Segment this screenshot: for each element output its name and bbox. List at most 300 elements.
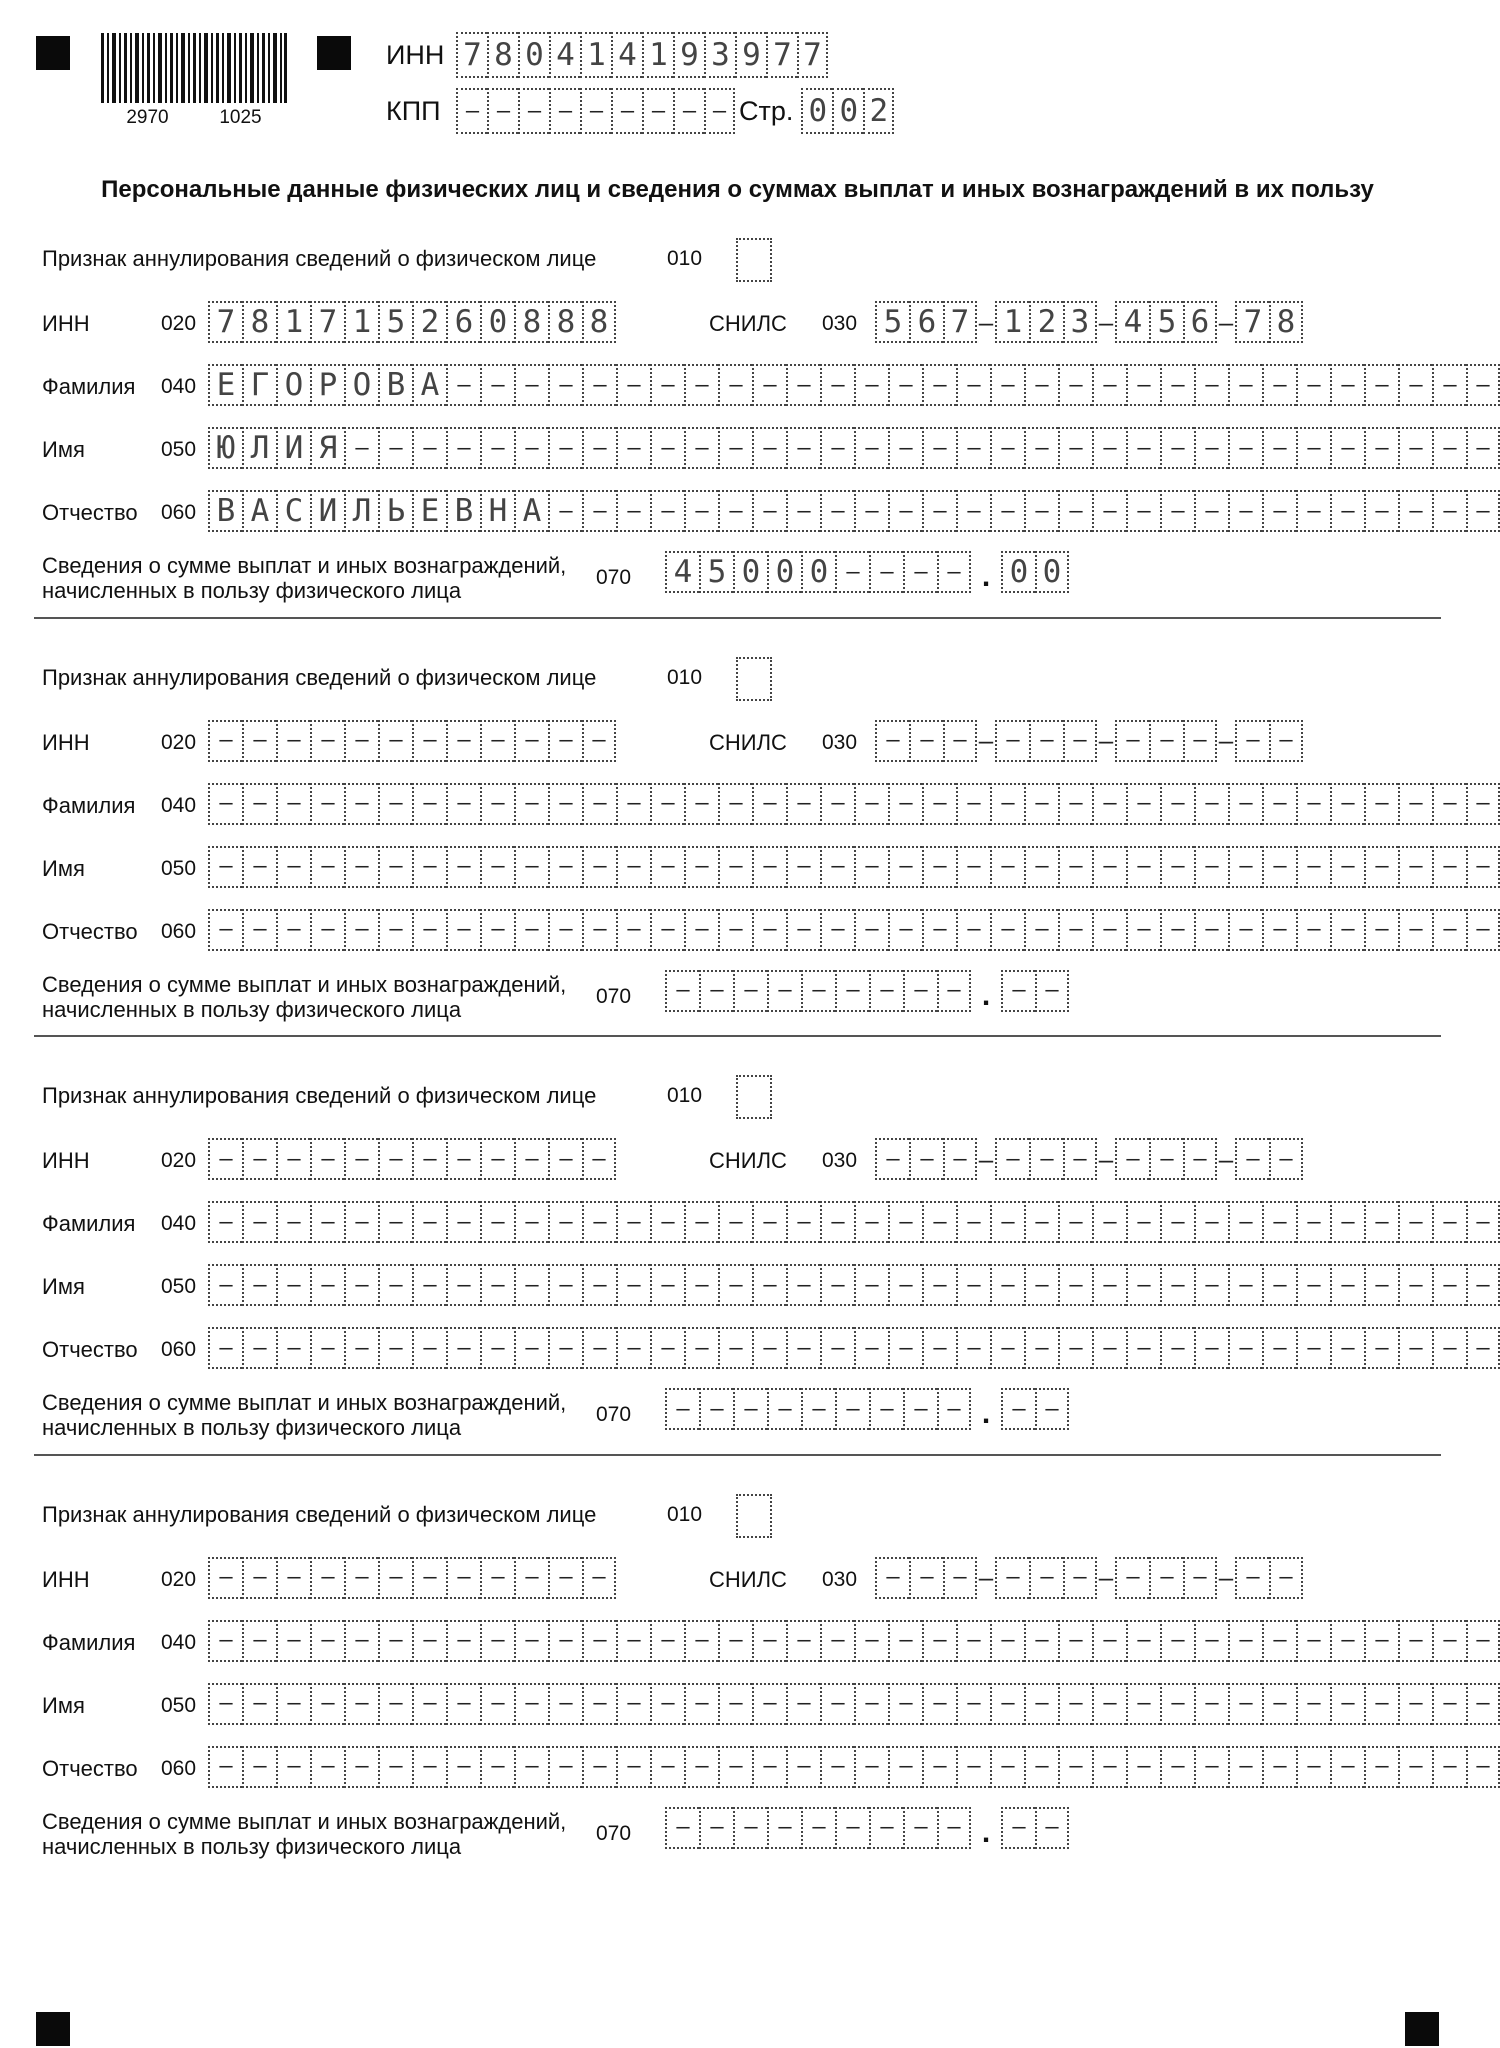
patronymic-char-cell[interactable]: –: [1228, 490, 1262, 532]
name-char-cell[interactable]: –: [582, 427, 616, 469]
patronymic-char-cell[interactable]: –: [582, 1746, 616, 1788]
amount-char-cell[interactable]: –: [665, 970, 699, 1012]
patronymic-char-cell[interactable]: –: [650, 1746, 684, 1788]
name-char-cell[interactable]: –: [1024, 1264, 1058, 1306]
surname-char-cell[interactable]: –: [1058, 783, 1092, 825]
surname-char-cell[interactable]: –: [718, 783, 752, 825]
inn-char-cell[interactable]: –: [582, 1557, 616, 1599]
amount-char-cell[interactable]: 4: [665, 551, 699, 593]
surname-char-cell[interactable]: –: [446, 364, 480, 406]
name-char-cell[interactable]: –: [1432, 1683, 1466, 1725]
surname-field[interactable]: [208, 783, 1500, 825]
snils-char-cell[interactable]: 5: [875, 301, 909, 343]
patronymic-char-cell[interactable]: –: [786, 1327, 820, 1369]
patronymic-char-cell[interactable]: –: [412, 1327, 446, 1369]
surname-char-cell[interactable]: –: [684, 1620, 718, 1662]
surname-char-cell[interactable]: –: [820, 783, 854, 825]
surname-char-cell[interactable]: О: [344, 364, 378, 406]
inn-char-cell[interactable]: –: [582, 720, 616, 762]
name-char-cell[interactable]: –: [208, 1683, 242, 1725]
surname-char-cell[interactable]: –: [650, 1620, 684, 1662]
snils-char-cell[interactable]: –: [1183, 720, 1217, 762]
snils-char-cell[interactable]: –: [1235, 720, 1269, 762]
inn-char-cell[interactable]: 1: [344, 301, 378, 343]
surname-char-cell[interactable]: –: [1466, 1201, 1500, 1243]
patronymic-char-cell[interactable]: –: [1466, 909, 1500, 951]
inn-field[interactable]: [208, 1557, 616, 1599]
snils-char-cell[interactable]: –: [943, 1138, 977, 1180]
surname-char-cell[interactable]: –: [1228, 1620, 1262, 1662]
patronymic-char-cell[interactable]: –: [820, 1746, 854, 1788]
char-cell[interactable]: 0: [832, 88, 863, 134]
patronymic-char-cell[interactable]: –: [1296, 1327, 1330, 1369]
surname-char-cell[interactable]: –: [956, 1201, 990, 1243]
patronymic-char-cell[interactable]: –: [1228, 909, 1262, 951]
surname-char-cell[interactable]: Р: [310, 364, 344, 406]
surname-char-cell[interactable]: –: [752, 1201, 786, 1243]
name-char-cell[interactable]: –: [650, 1264, 684, 1306]
name-char-cell[interactable]: –: [1160, 427, 1194, 469]
annul-checkbox[interactable]: [736, 657, 772, 701]
inn-char-cell[interactable]: –: [514, 1138, 548, 1180]
amount-char-cell[interactable]: –: [937, 1388, 971, 1430]
patronymic-char-cell[interactable]: –: [1262, 490, 1296, 532]
char-cell[interactable]: 3: [704, 32, 735, 78]
amount-field[interactable]: [665, 550, 1069, 594]
amount-char-cell[interactable]: –: [699, 1388, 733, 1430]
snils-group[interactable]: [1115, 1138, 1217, 1180]
surname-char-cell[interactable]: –: [548, 1201, 582, 1243]
amount-char-cell[interactable]: –: [869, 970, 903, 1012]
surname-char-cell[interactable]: –: [650, 364, 684, 406]
surname-char-cell[interactable]: –: [480, 783, 514, 825]
surname-char-cell[interactable]: –: [242, 1201, 276, 1243]
inn-char-cell[interactable]: –: [276, 1138, 310, 1180]
surname-char-cell[interactable]: –: [684, 1201, 718, 1243]
patronymic-char-cell[interactable]: –: [1126, 1327, 1160, 1369]
amount-char-cell[interactable]: –: [869, 1388, 903, 1430]
patronymic-char-cell[interactable]: –: [1160, 909, 1194, 951]
amount-char-cell[interactable]: –: [767, 1388, 801, 1430]
surname-char-cell[interactable]: Г: [242, 364, 276, 406]
inn-char-cell[interactable]: –: [378, 1138, 412, 1180]
patronymic-char-cell[interactable]: –: [1092, 909, 1126, 951]
patronymic-char-cell[interactable]: –: [1398, 1746, 1432, 1788]
name-char-cell[interactable]: –: [1296, 1264, 1330, 1306]
surname-char-cell[interactable]: А: [412, 364, 446, 406]
snils-char-cell[interactable]: 6: [1183, 301, 1217, 343]
patronymic-char-cell[interactable]: –: [208, 1746, 242, 1788]
char-cell[interactable]: 2: [863, 88, 894, 134]
amount-char-cell[interactable]: –: [903, 551, 937, 593]
patronymic-char-cell[interactable]: –: [310, 1327, 344, 1369]
name-char-cell[interactable]: –: [514, 427, 548, 469]
patronymic-char-cell[interactable]: –: [616, 490, 650, 532]
inn-char-cell[interactable]: 5: [378, 301, 412, 343]
amount-integer-cells[interactable]: [665, 551, 971, 593]
name-char-cell[interactable]: –: [1432, 427, 1466, 469]
name-char-cell[interactable]: –: [480, 846, 514, 888]
surname-char-cell[interactable]: –: [854, 364, 888, 406]
surname-char-cell[interactable]: –: [446, 1620, 480, 1662]
surname-char-cell[interactable]: –: [616, 1201, 650, 1243]
surname-char-cell[interactable]: –: [1126, 783, 1160, 825]
surname-char-cell[interactable]: –: [1432, 1620, 1466, 1662]
amount-char-cell[interactable]: –: [869, 551, 903, 593]
amount-field[interactable]: [665, 1806, 1069, 1850]
name-char-cell[interactable]: –: [718, 1264, 752, 1306]
surname-char-cell[interactable]: О: [276, 364, 310, 406]
inn-char-cell[interactable]: –: [480, 1557, 514, 1599]
patronymic-char-cell[interactable]: –: [1364, 909, 1398, 951]
patronymic-char-cell[interactable]: –: [1330, 909, 1364, 951]
patronymic-char-cell[interactable]: –: [1262, 1746, 1296, 1788]
patronymic-char-cell[interactable]: –: [956, 909, 990, 951]
name-char-cell[interactable]: –: [1330, 427, 1364, 469]
name-char-cell[interactable]: –: [888, 427, 922, 469]
snils-group[interactable]: [1235, 720, 1303, 762]
inn-char-cell[interactable]: 1: [276, 301, 310, 343]
patronymic-char-cell[interactable]: –: [1364, 1746, 1398, 1788]
name-char-cell[interactable]: –: [922, 1264, 956, 1306]
char-cell[interactable]: –: [487, 88, 518, 134]
patronymic-char-cell[interactable]: –: [344, 1327, 378, 1369]
snils-char-cell[interactable]: –: [1115, 720, 1149, 762]
name-char-cell[interactable]: –: [242, 846, 276, 888]
amount-char-cell[interactable]: –: [699, 970, 733, 1012]
inn-cells[interactable]: [208, 1138, 616, 1180]
surname-char-cell[interactable]: –: [1194, 1620, 1228, 1662]
patronymic-char-cell[interactable]: –: [1228, 1327, 1262, 1369]
inn-char-cell[interactable]: 7: [310, 301, 344, 343]
surname-char-cell[interactable]: –: [1194, 783, 1228, 825]
inn-char-cell[interactable]: 8: [548, 301, 582, 343]
name-cells[interactable]: [208, 427, 1500, 469]
patronymic-char-cell[interactable]: –: [1024, 1327, 1058, 1369]
name-char-cell[interactable]: –: [412, 1683, 446, 1725]
name-char-cell[interactable]: –: [208, 846, 242, 888]
patronymic-char-cell[interactable]: –: [548, 909, 582, 951]
char-cell[interactable]: 0: [801, 88, 832, 134]
name-char-cell[interactable]: –: [548, 1683, 582, 1725]
name-char-cell[interactable]: –: [242, 1683, 276, 1725]
name-char-cell[interactable]: –: [1092, 1683, 1126, 1725]
patronymic-char-cell[interactable]: –: [888, 1746, 922, 1788]
name-char-cell[interactable]: –: [786, 1683, 820, 1725]
surname-char-cell[interactable]: –: [1432, 1201, 1466, 1243]
surname-char-cell[interactable]: –: [1126, 1201, 1160, 1243]
surname-char-cell[interactable]: –: [820, 1201, 854, 1243]
patronymic-char-cell[interactable]: –: [1296, 1746, 1330, 1788]
amount-char-cell[interactable]: –: [767, 970, 801, 1012]
surname-char-cell[interactable]: –: [1160, 364, 1194, 406]
snils-group[interactable]: [1235, 1557, 1303, 1599]
surname-char-cell[interactable]: –: [786, 1620, 820, 1662]
surname-char-cell[interactable]: –: [1228, 1201, 1262, 1243]
surname-cells[interactable]: [208, 783, 1500, 825]
inn-char-cell[interactable]: –: [480, 1138, 514, 1180]
surname-char-cell[interactable]: –: [922, 783, 956, 825]
surname-char-cell[interactable]: –: [820, 1620, 854, 1662]
surname-char-cell[interactable]: –: [378, 1201, 412, 1243]
name-char-cell[interactable]: –: [548, 846, 582, 888]
patronymic-char-cell[interactable]: –: [1058, 1746, 1092, 1788]
surname-char-cell[interactable]: –: [718, 364, 752, 406]
surname-char-cell[interactable]: –: [1024, 1201, 1058, 1243]
name-char-cell[interactable]: –: [718, 427, 752, 469]
patronymic-char-cell[interactable]: С: [276, 490, 310, 532]
inn-char-cell[interactable]: –: [378, 720, 412, 762]
inn-char-cell[interactable]: 2: [412, 301, 446, 343]
name-char-cell[interactable]: –: [1398, 846, 1432, 888]
name-char-cell[interactable]: –: [480, 1683, 514, 1725]
amount-char-cell[interactable]: 0: [733, 551, 767, 593]
surname-char-cell[interactable]: –: [446, 1201, 480, 1243]
patronymic-char-cell[interactable]: –: [1160, 1746, 1194, 1788]
name-field[interactable]: [208, 1264, 1500, 1306]
surname-char-cell[interactable]: –: [1296, 364, 1330, 406]
patronymic-char-cell[interactable]: –: [956, 490, 990, 532]
surname-char-cell[interactable]: –: [242, 783, 276, 825]
amount-char-cell[interactable]: –: [937, 551, 971, 593]
patronymic-char-cell[interactable]: –: [1160, 490, 1194, 532]
char-cell[interactable]: 9: [673, 32, 704, 78]
name-char-cell[interactable]: –: [1160, 1264, 1194, 1306]
patronymic-char-cell[interactable]: –: [1432, 909, 1466, 951]
char-cell[interactable]: 7: [456, 32, 487, 78]
name-field[interactable]: [208, 1683, 1500, 1725]
snils-char-cell[interactable]: –: [875, 1557, 909, 1599]
surname-char-cell[interactable]: –: [854, 783, 888, 825]
patronymic-char-cell[interactable]: –: [276, 1746, 310, 1788]
snils-char-cell[interactable]: –: [995, 720, 1029, 762]
name-char-cell[interactable]: –: [1364, 427, 1398, 469]
name-char-cell[interactable]: –: [854, 427, 888, 469]
patronymic-char-cell[interactable]: –: [684, 490, 718, 532]
patronymic-char-cell[interactable]: –: [1262, 1327, 1296, 1369]
inn-cells[interactable]: [208, 301, 616, 343]
patronymic-char-cell[interactable]: –: [1466, 1746, 1500, 1788]
surname-char-cell[interactable]: –: [1092, 1201, 1126, 1243]
patronymic-char-cell[interactable]: –: [854, 490, 888, 532]
snils-group[interactable]: [1115, 1557, 1217, 1599]
patronymic-char-cell[interactable]: –: [854, 1746, 888, 1788]
inn-char-cell[interactable]: –: [548, 1557, 582, 1599]
name-char-cell[interactable]: –: [1160, 1683, 1194, 1725]
patronymic-char-cell[interactable]: –: [786, 909, 820, 951]
inn-char-cell[interactable]: –: [208, 1557, 242, 1599]
surname-char-cell[interactable]: –: [582, 783, 616, 825]
inn-char-cell[interactable]: –: [514, 720, 548, 762]
amount-char-cell[interactable]: 5: [699, 551, 733, 593]
patronymic-char-cell[interactable]: В: [208, 490, 242, 532]
amount-char-cell[interactable]: –: [835, 1388, 869, 1430]
name-char-cell[interactable]: –: [446, 1264, 480, 1306]
snils-char-cell[interactable]: –: [1269, 1557, 1303, 1599]
patronymic-char-cell[interactable]: –: [820, 490, 854, 532]
patronymic-char-cell[interactable]: –: [548, 490, 582, 532]
patronymic-char-cell[interactable]: –: [718, 909, 752, 951]
patronymic-char-cell[interactable]: –: [922, 490, 956, 532]
surname-char-cell[interactable]: –: [616, 364, 650, 406]
name-char-cell[interactable]: –: [1058, 1683, 1092, 1725]
patronymic-char-cell[interactable]: –: [582, 909, 616, 951]
surname-char-cell[interactable]: –: [1296, 783, 1330, 825]
name-char-cell[interactable]: –: [1058, 1264, 1092, 1306]
patronymic-char-cell[interactable]: –: [514, 1746, 548, 1788]
patronymic-char-cell[interactable]: –: [480, 909, 514, 951]
name-char-cell[interactable]: –: [990, 1683, 1024, 1725]
surname-char-cell[interactable]: –: [956, 1620, 990, 1662]
patronymic-char-cell[interactable]: –: [1092, 490, 1126, 532]
patronymic-char-cell[interactable]: –: [684, 1746, 718, 1788]
name-char-cell[interactable]: –: [1194, 1683, 1228, 1725]
amount-char-cell[interactable]: –: [1035, 970, 1069, 1012]
amount-field[interactable]: [665, 969, 1069, 1013]
amount-char-cell[interactable]: –: [733, 1807, 767, 1849]
patronymic-char-cell[interactable]: –: [990, 490, 1024, 532]
patronymic-char-cell[interactable]: –: [1194, 490, 1228, 532]
amount-char-cell[interactable]: –: [699, 1807, 733, 1849]
patronymic-char-cell[interactable]: –: [344, 909, 378, 951]
patronymic-char-cell[interactable]: –: [922, 1327, 956, 1369]
name-char-cell[interactable]: И: [276, 427, 310, 469]
surname-char-cell[interactable]: –: [1262, 1620, 1296, 1662]
name-char-cell[interactable]: –: [820, 846, 854, 888]
inn-field[interactable]: [208, 1138, 616, 1180]
surname-char-cell[interactable]: –: [888, 783, 922, 825]
patronymic-char-cell[interactable]: –: [1364, 1327, 1398, 1369]
name-char-cell[interactable]: –: [548, 1264, 582, 1306]
snils-char-cell[interactable]: –: [995, 1557, 1029, 1599]
name-char-cell[interactable]: –: [1126, 1683, 1160, 1725]
snils-char-cell[interactable]: –: [875, 1138, 909, 1180]
patronymic-char-cell[interactable]: –: [548, 1746, 582, 1788]
name-char-cell[interactable]: –: [1466, 427, 1500, 469]
surname-char-cell[interactable]: –: [1262, 1201, 1296, 1243]
snils-char-cell[interactable]: –: [1029, 1138, 1063, 1180]
surname-char-cell[interactable]: В: [378, 364, 412, 406]
patronymic-char-cell[interactable]: –: [1364, 490, 1398, 532]
patronymic-char-cell[interactable]: –: [616, 909, 650, 951]
inn-char-cell[interactable]: –: [242, 1557, 276, 1599]
surname-char-cell[interactable]: –: [1364, 1620, 1398, 1662]
snils-char-cell[interactable]: –: [943, 720, 977, 762]
inn-char-cell[interactable]: –: [310, 720, 344, 762]
name-char-cell[interactable]: –: [480, 1264, 514, 1306]
surname-char-cell[interactable]: –: [888, 1201, 922, 1243]
name-char-cell[interactable]: –: [344, 1264, 378, 1306]
page-number-field[interactable]: [801, 88, 894, 134]
patronymic-char-cell[interactable]: Л: [344, 490, 378, 532]
header-inn-field[interactable]: [456, 32, 828, 78]
char-cell[interactable]: 7: [766, 32, 797, 78]
name-char-cell[interactable]: –: [1330, 846, 1364, 888]
snils-char-cell[interactable]: –: [909, 1138, 943, 1180]
surname-char-cell[interactable]: –: [1024, 783, 1058, 825]
surname-char-cell[interactable]: –: [1058, 364, 1092, 406]
snils-char-cell[interactable]: –: [1063, 1557, 1097, 1599]
amount-char-cell[interactable]: –: [801, 970, 835, 1012]
name-char-cell[interactable]: –: [650, 427, 684, 469]
snils-char-cell[interactable]: 7: [1235, 301, 1269, 343]
snils-field[interactable]: [875, 720, 1303, 762]
snils-char-cell[interactable]: –: [943, 1557, 977, 1599]
name-char-cell[interactable]: –: [1194, 846, 1228, 888]
surname-char-cell[interactable]: –: [480, 1201, 514, 1243]
snils-char-cell[interactable]: 4: [1115, 301, 1149, 343]
name-char-cell[interactable]: –: [684, 846, 718, 888]
name-char-cell[interactable]: –: [1024, 846, 1058, 888]
patronymic-char-cell[interactable]: –: [718, 1746, 752, 1788]
name-field[interactable]: [208, 427, 1500, 469]
name-char-cell[interactable]: –: [1058, 427, 1092, 469]
patronymic-char-cell[interactable]: –: [548, 1327, 582, 1369]
surname-char-cell[interactable]: –: [752, 783, 786, 825]
patronymic-char-cell[interactable]: –: [1126, 490, 1160, 532]
amount-char-cell[interactable]: –: [903, 970, 937, 1012]
surname-char-cell[interactable]: –: [1126, 1620, 1160, 1662]
amount-char-cell[interactable]: –: [1001, 1807, 1035, 1849]
amount-char-cell[interactable]: –: [1035, 1388, 1069, 1430]
patronymic-char-cell[interactable]: –: [752, 1746, 786, 1788]
patronymic-char-cell[interactable]: –: [1330, 1327, 1364, 1369]
surname-char-cell[interactable]: –: [1330, 783, 1364, 825]
patronymic-cells[interactable]: [208, 1746, 1500, 1788]
snils-group[interactable]: [1235, 1138, 1303, 1180]
surname-char-cell[interactable]: –: [1160, 1620, 1194, 1662]
name-char-cell[interactable]: –: [820, 427, 854, 469]
amount-char-cell[interactable]: –: [1001, 1388, 1035, 1430]
char-cell[interactable]: 0: [518, 32, 549, 78]
inn-field[interactable]: [208, 301, 616, 343]
amount-field[interactable]: [665, 1387, 1069, 1431]
snils-char-cell[interactable]: –: [1183, 1138, 1217, 1180]
amount-char-cell[interactable]: –: [1035, 1807, 1069, 1849]
char-cell[interactable]: 4: [611, 32, 642, 78]
inn-char-cell[interactable]: –: [548, 720, 582, 762]
char-cell[interactable]: 1: [642, 32, 673, 78]
patronymic-char-cell[interactable]: –: [1024, 1746, 1058, 1788]
name-char-cell[interactable]: –: [786, 427, 820, 469]
name-char-cell[interactable]: –: [1194, 427, 1228, 469]
name-char-cell[interactable]: –: [1262, 1683, 1296, 1725]
name-char-cell[interactable]: –: [378, 1264, 412, 1306]
amount-fraction-cells[interactable]: [1001, 1388, 1069, 1430]
name-char-cell[interactable]: –: [990, 846, 1024, 888]
surname-char-cell[interactable]: –: [854, 1201, 888, 1243]
patronymic-char-cell[interactable]: –: [650, 490, 684, 532]
inn-char-cell[interactable]: –: [412, 1138, 446, 1180]
inn-char-cell[interactable]: –: [344, 1138, 378, 1180]
surname-char-cell[interactable]: –: [1398, 364, 1432, 406]
inn-char-cell[interactable]: 8: [582, 301, 616, 343]
name-char-cell[interactable]: –: [752, 846, 786, 888]
surname-char-cell[interactable]: –: [1398, 1620, 1432, 1662]
snils-char-cell[interactable]: –: [909, 1557, 943, 1599]
name-cells[interactable]: [208, 1264, 1500, 1306]
surname-char-cell[interactable]: –: [378, 783, 412, 825]
patronymic-char-cell[interactable]: –: [1466, 1327, 1500, 1369]
snils-group[interactable]: [995, 720, 1097, 762]
patronymic-char-cell[interactable]: –: [378, 909, 412, 951]
surname-char-cell[interactable]: –: [1466, 783, 1500, 825]
inn-char-cell[interactable]: –: [446, 1138, 480, 1180]
inn-char-cell[interactable]: –: [276, 1557, 310, 1599]
name-char-cell[interactable]: –: [684, 427, 718, 469]
snils-char-cell[interactable]: 7: [943, 301, 977, 343]
name-char-cell[interactable]: –: [956, 846, 990, 888]
